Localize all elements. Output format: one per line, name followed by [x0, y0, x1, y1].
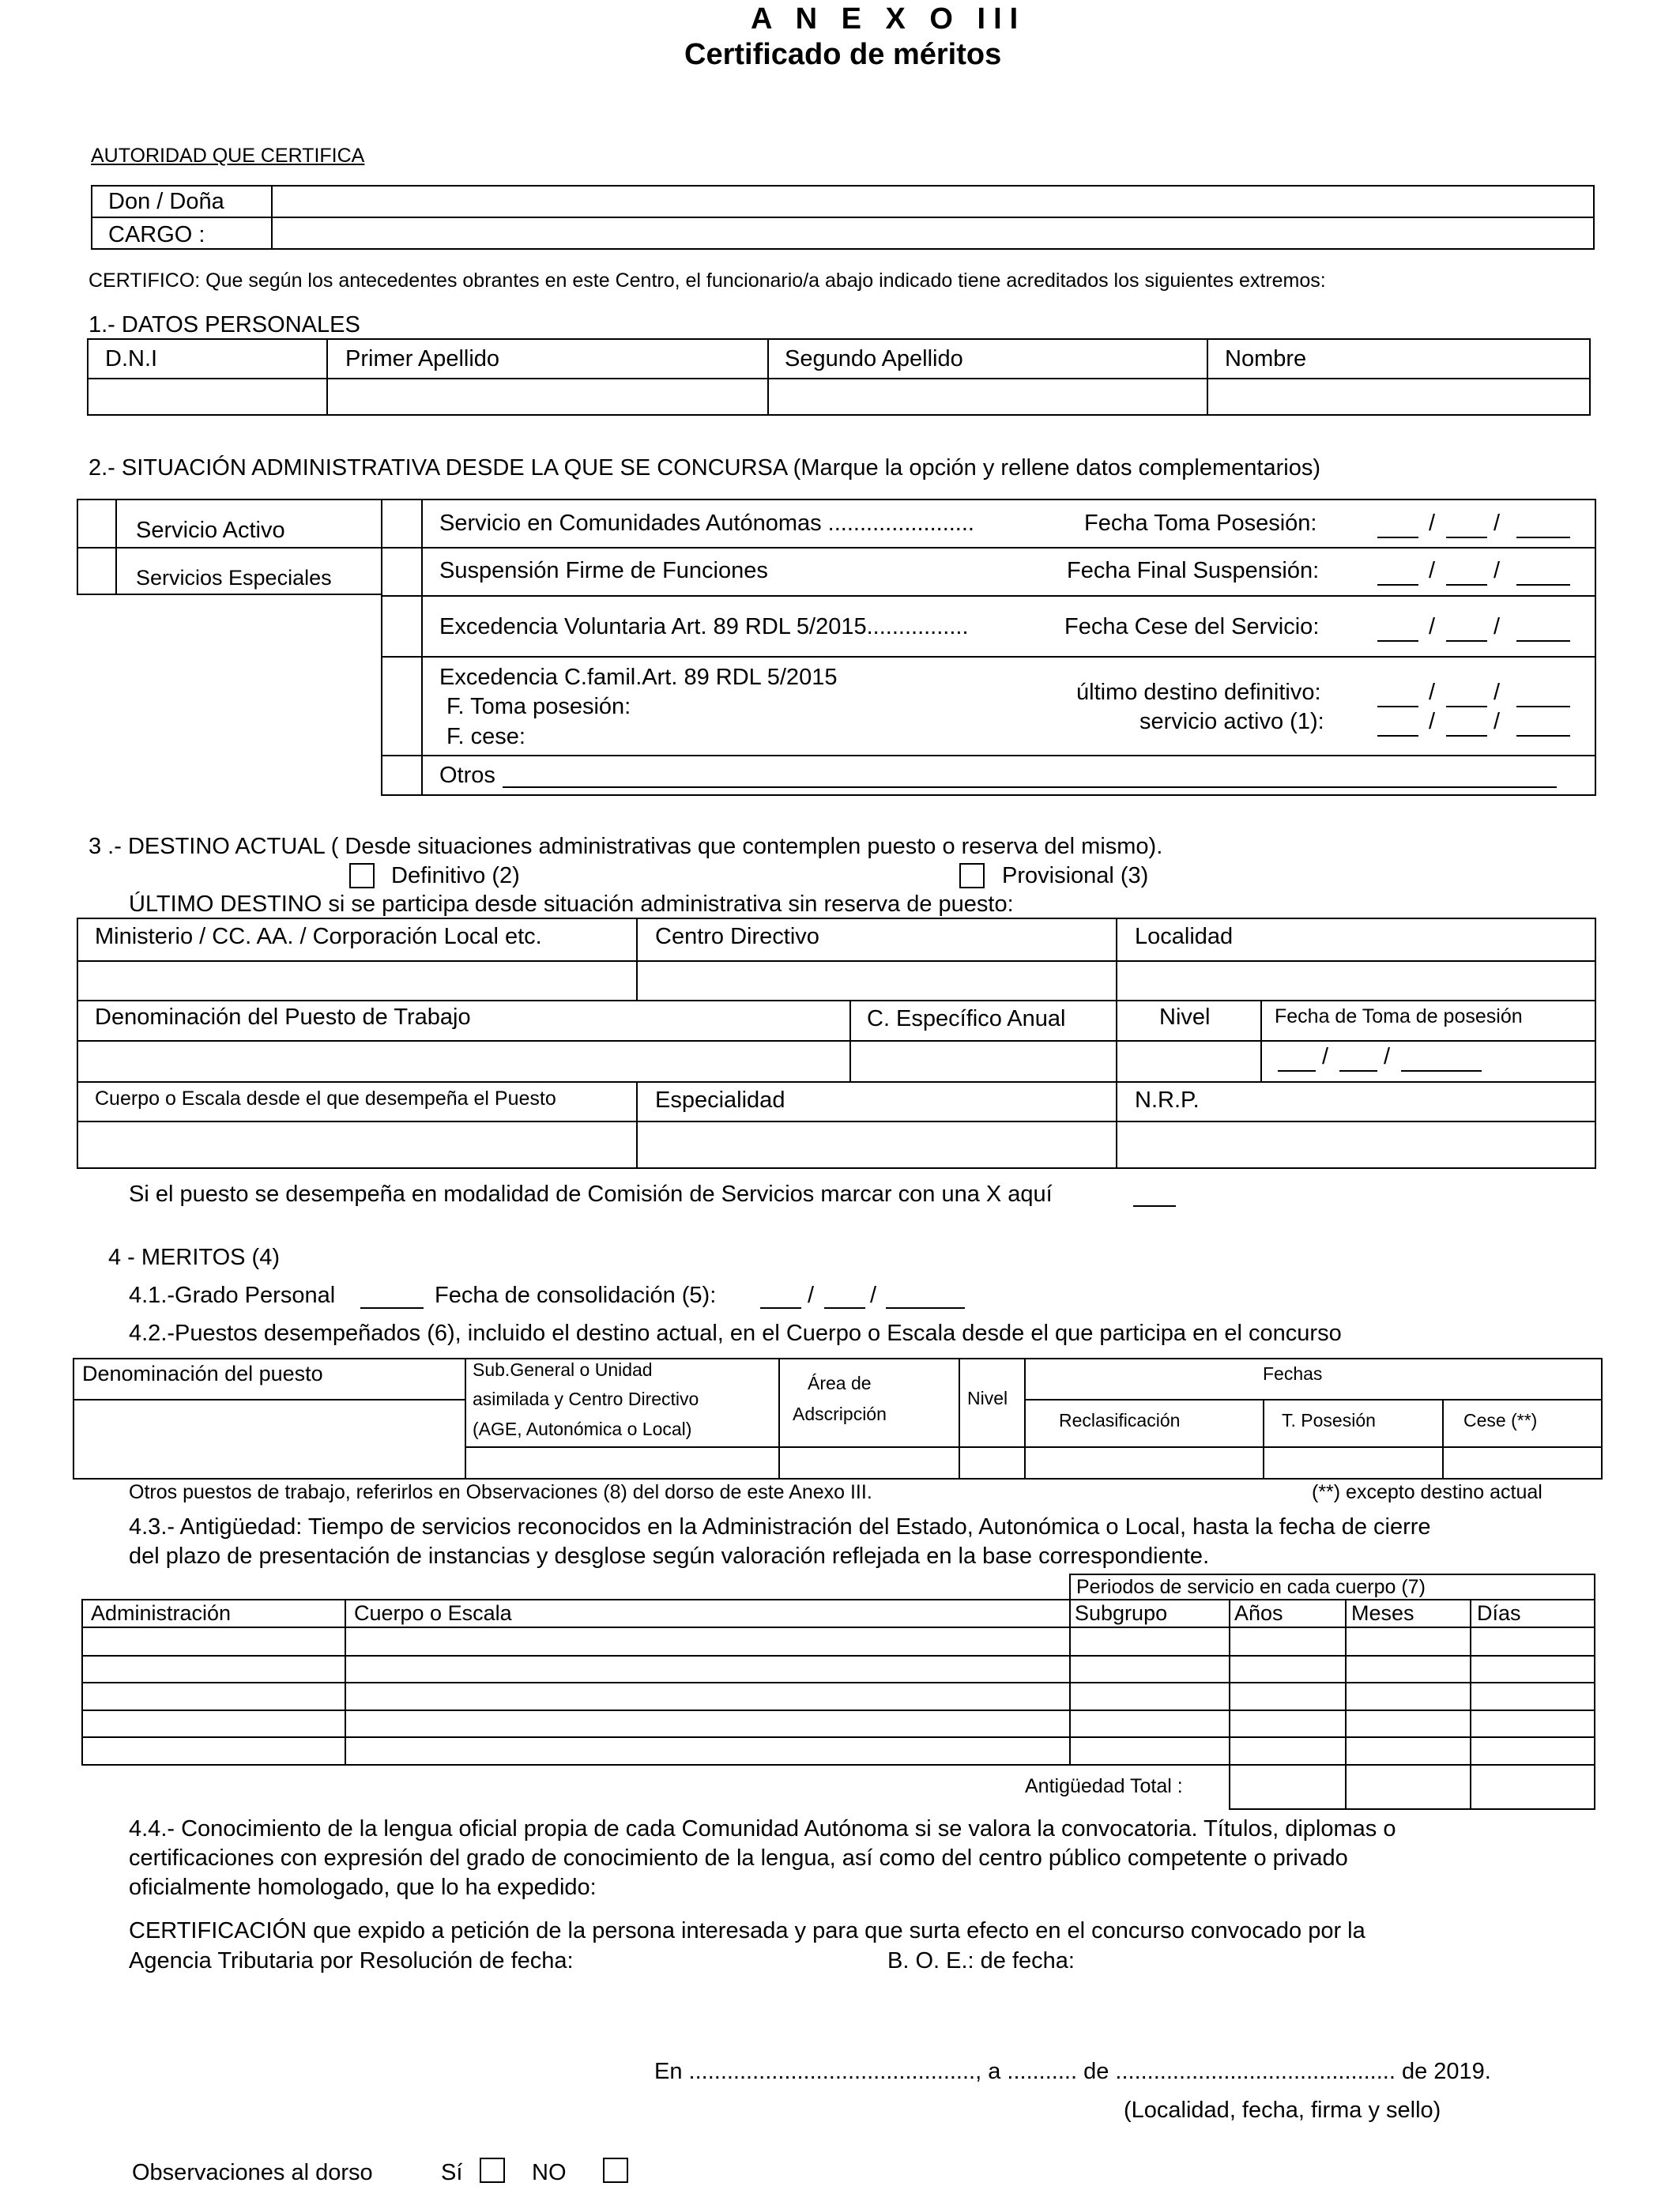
- ultimo-destino-definitivo-label: último destino definitivo:: [1076, 680, 1321, 705]
- date-slash: /: [1494, 680, 1501, 705]
- col-primer-apellido: Primer Apellido: [345, 346, 500, 371]
- f-cese-label: F. cese:: [446, 724, 525, 749]
- date-day-blank[interactable]: [1377, 584, 1418, 586]
- provisional-checkbox[interactable]: [959, 863, 985, 888]
- date-year-blank[interactable]: [1516, 706, 1570, 707]
- comunidades-checkbox[interactable]: [382, 500, 420, 545]
- date-slash: /: [808, 1283, 815, 1308]
- nrp-field[interactable]: [1119, 1124, 1593, 1166]
- date-slash: /: [1429, 511, 1436, 536]
- t43-anos: Años: [1234, 1601, 1283, 1625]
- date-year-blank[interactable]: [1401, 1070, 1482, 1072]
- excepto-text: (**) excepto destino actual: [1312, 1481, 1543, 1503]
- localidad-field[interactable]: [1119, 963, 1593, 998]
- t42-cese: Cese (**): [1463, 1410, 1538, 1431]
- lugar-fecha-line[interactable]: En ............................................., a ........... de ............................................ de 2019.: [654, 2059, 1491, 2084]
- puesto-denominacion-field[interactable]: [76, 1402, 461, 1476]
- don-field[interactable]: [274, 188, 1591, 215]
- date-day-blank[interactable]: [760, 1307, 801, 1309]
- suspension-label: Suspensión Firme de Funciones: [439, 558, 768, 583]
- nombre-field[interactable]: [1210, 381, 1588, 413]
- fecha-consolidacion-label: Fecha de consolidación (5):: [435, 1283, 717, 1308]
- fecha-cese-label: Fecha Cese del Servicio:: [1064, 614, 1320, 639]
- excedencia-voluntaria-checkbox[interactable]: [382, 597, 420, 654]
- excedencia-cfamil-label: Excedencia C.famil.Art. 89 RDL 5/2015: [439, 665, 838, 690]
- antiguedad-line1: 4.3.- Antigüedad: Tiempo de servicios reconocidos en la Administración del Estado, Autonómica o Local, hasta la fecha de cierre: [129, 1514, 1431, 1540]
- t42-fechas: Fechas: [1263, 1363, 1323, 1384]
- annex-title: A N E X O III: [751, 2, 1026, 36]
- especialidad-label: Especialidad: [655, 1088, 785, 1113]
- date-year-blank[interactable]: [1516, 735, 1570, 737]
- date-year-blank[interactable]: [886, 1307, 965, 1309]
- date-slash: /: [1384, 1044, 1391, 1069]
- date-slash: /: [1429, 680, 1436, 705]
- cuerpo-field[interactable]: [80, 1124, 633, 1166]
- certificacion-line2b: B. O. E.: de fecha:: [887, 1948, 1075, 1973]
- t43-dias: Días: [1477, 1601, 1521, 1625]
- otros-checkbox[interactable]: [382, 756, 420, 794]
- t43-cuerpo: Cuerpo o Escala: [354, 1601, 512, 1625]
- comunidades-label: Servicio en Comunidades Autónomas .......................: [439, 511, 974, 536]
- col-segundo-apellido: Segundo Apellido: [785, 346, 963, 371]
- date-month-blank[interactable]: [1446, 584, 1487, 586]
- situacion-right-box: [381, 499, 1596, 796]
- date-slash: /: [1494, 614, 1501, 639]
- centro-directivo-field[interactable]: [639, 963, 1113, 998]
- antiguedad-total-label: Antigüedad Total :: [1025, 1775, 1183, 1797]
- date-month-blank[interactable]: [1446, 706, 1487, 707]
- section3-heading: 3 .- DESTINO ACTUAL ( Desde situaciones administrativas que contemplen puesto o reserva del mismo).: [89, 834, 1163, 859]
- date-day-blank[interactable]: [1377, 537, 1418, 538]
- nivel-field[interactable]: [1119, 1043, 1257, 1078]
- antiguedad-line2: del plazo de presentación de instancias y desglose según valoración reflejada en la base correspondiente.: [129, 1544, 1210, 1569]
- servicio-activo-label: Servicio Activo: [136, 518, 285, 543]
- date-year-blank[interactable]: [1516, 537, 1570, 538]
- t42-nivel: Nivel: [967, 1388, 1008, 1408]
- date-slash: /: [1429, 558, 1436, 583]
- t43-subgrupo: Subgrupo: [1075, 1601, 1168, 1625]
- date-day-blank[interactable]: [1377, 706, 1418, 707]
- fecha-toma-posesion-label: Fecha Toma Posesión:: [1084, 511, 1317, 536]
- no-label: NO: [532, 2160, 567, 2185]
- centro-directivo-label: Centro Directivo: [655, 924, 819, 949]
- lengua-line3: oficialmente homologado, que lo ha expedido:: [129, 1875, 597, 1900]
- especifico-label: C. Específico Anual: [867, 1006, 1066, 1031]
- primer-apellido-field[interactable]: [330, 381, 764, 413]
- comision-blank[interactable]: [1133, 1205, 1176, 1207]
- denominacion-label: Denominación del Puesto de Trabajo: [95, 1005, 471, 1030]
- authority-heading: AUTORIDAD QUE CERTIFICA: [91, 145, 365, 167]
- ministerio-field[interactable]: [80, 963, 633, 998]
- date-day-blank[interactable]: [1278, 1070, 1316, 1072]
- date-slash: /: [1494, 558, 1501, 583]
- date-slash: /: [1494, 511, 1501, 536]
- excedencia-cfamil-checkbox[interactable]: [382, 658, 420, 753]
- t42-area2: Adscripción: [793, 1404, 887, 1424]
- puestos-heading: 4.2.-Puestos desempeñados (6), incluido el destino actual, en el Cuerpo o Escala desde el que participa en el concurso: [129, 1321, 1342, 1346]
- f-toma-posesion-label: F. Toma posesión:: [446, 694, 631, 719]
- date-day-blank[interactable]: [1377, 640, 1418, 642]
- grado-personal-blank[interactable]: [360, 1307, 424, 1309]
- localidad-label: Localidad: [1135, 924, 1234, 949]
- date-day-blank[interactable]: [1377, 735, 1418, 737]
- servicio-activo-date-label: servicio activo (1):: [1139, 709, 1324, 734]
- t42-reclasificacion: Reclasificación: [1059, 1410, 1181, 1431]
- date-year-blank[interactable]: [1516, 584, 1570, 586]
- antiguedad-total-box: [1229, 1764, 1595, 1810]
- date-month-blank[interactable]: [1446, 640, 1487, 642]
- definitivo-label: Definitivo (2): [391, 863, 520, 888]
- t42-sub1: Sub.General o Unidad: [473, 1359, 653, 1380]
- date-year-blank[interactable]: [1516, 640, 1570, 642]
- si-label: Sí: [441, 2160, 463, 2185]
- otros-line[interactable]: [503, 786, 1557, 788]
- date-month-blank[interactable]: [824, 1307, 865, 1309]
- date-month-blank[interactable]: [1446, 537, 1487, 538]
- servicios-especiales-label: Servicios Especiales: [136, 566, 332, 590]
- nivel-label: Nivel: [1159, 1005, 1211, 1030]
- date-month-blank[interactable]: [1446, 735, 1487, 737]
- section2-heading: 2.- SITUACIÓN ADMINISTRATIVA DESDE LA QUE SE CONCURSA (Marque la opción y rellene datos complementarios): [89, 455, 1320, 481]
- servicios-especiales-checkbox[interactable]: [78, 548, 114, 594]
- grado-personal-label: 4.1.-Grado Personal: [129, 1283, 336, 1308]
- date-slash: /: [1429, 709, 1436, 734]
- otros-label: Otros: [439, 763, 495, 788]
- t42-denominacion: Denominación del puesto: [82, 1362, 323, 1385]
- si-checkbox[interactable]: [480, 2158, 505, 2183]
- ultimo-destino-text: ÚLTIMO DESTINO si se participa desde situación administrativa sin reserva de puesto:: [129, 892, 1014, 917]
- lengua-line1: 4.4.- Conocimiento de la lengua oficial propia de cada Comunidad Autónoma si se valora la convocatoria. Títulos, diplomas o: [129, 1816, 1396, 1842]
- date-slash: /: [1494, 709, 1501, 734]
- don-label: Don / Doña: [108, 189, 224, 214]
- segundo-apellido-field[interactable]: [770, 381, 1203, 413]
- excedencia-voluntaria-label: Excedencia Voluntaria Art. 89 RDL 5/2015................: [439, 614, 969, 639]
- servicio-activo-checkbox[interactable]: [78, 500, 114, 545]
- date-month-blank[interactable]: [1339, 1070, 1377, 1072]
- fecha-toma-label: Fecha de Toma de posesión: [1275, 1005, 1523, 1027]
- firma-caption: (Localidad, fecha, firma y sello): [1124, 2098, 1441, 2123]
- t43-admin: Administración: [91, 1601, 232, 1625]
- certificacion-line1: CERTIFICACIÓN que expido a petición de la persona interesada y para que surta efecto en el concurso convocado por la: [129, 1918, 1365, 1943]
- col-dni: D.N.I: [105, 346, 158, 371]
- col-nombre: Nombre: [1225, 346, 1307, 371]
- especialidad-field[interactable]: [639, 1124, 1113, 1166]
- certifico-text: CERTIFICO: Que según los antecedentes obrantes en este Centro, el funcionario/a abajo indicado tiene acreditados los siguientes extremos:: [89, 270, 1326, 292]
- t42-sub3: (AGE, Autonómica o Local): [473, 1419, 692, 1439]
- t42-sub2: asimilada y Centro Directivo: [473, 1389, 699, 1409]
- page-title: Certificado de méritos: [684, 38, 1002, 71]
- cuerpo-label: Cuerpo o Escala desde el que desempeña el Puesto: [95, 1088, 556, 1110]
- provisional-label: Provisional (3): [1002, 863, 1149, 888]
- lengua-line2: certificaciones con expresión del grado de conocimiento de la lengua, así como del centro público competente o privado: [129, 1845, 1348, 1871]
- date-slash: /: [870, 1283, 877, 1308]
- date-slash: /: [1429, 614, 1436, 639]
- section4-heading: 4 - MERITOS (4): [108, 1245, 280, 1270]
- t43-meses: Meses: [1351, 1601, 1414, 1625]
- t43-periodos: Periodos de servicio en cada cuerpo (7): [1076, 1576, 1426, 1598]
- suspension-checkbox[interactable]: [382, 548, 420, 594]
- comision-text: Si el puesto se desempeña en modalidad de Comisión de Servicios marcar con una X aquí: [129, 1182, 1053, 1207]
- certificacion-line2a: Agencia Tributaria por Resolución de fecha:: [129, 1948, 574, 1973]
- denominacion-field[interactable]: [80, 1043, 846, 1078]
- definitivo-checkbox[interactable]: [349, 863, 375, 888]
- nrp-label: N.R.P.: [1135, 1088, 1200, 1113]
- fecha-final-suspension-label: Fecha Final Suspensión:: [1067, 558, 1320, 583]
- otros-puestos-text: Otros puestos de trabajo, referirlos en Observaciones (8) del dorso de este Anexo III.: [129, 1481, 872, 1503]
- cargo-field[interactable]: [274, 220, 1591, 247]
- dni-field[interactable]: [90, 381, 323, 413]
- observaciones-label: Observaciones al dorso: [132, 2160, 373, 2185]
- especifico-field[interactable]: [853, 1043, 1113, 1078]
- date-slash: /: [1322, 1044, 1329, 1069]
- t42-area1: Área de: [808, 1373, 872, 1393]
- cargo-label: CARGO :: [108, 222, 205, 247]
- ministerio-label: Ministerio / CC. AA. / Corporación Local etc.: [95, 924, 542, 949]
- no-checkbox[interactable]: [603, 2158, 628, 2183]
- section1-heading: 1.- DATOS PERSONALES: [89, 312, 360, 337]
- t42-tposesion: T. Posesión: [1282, 1410, 1376, 1431]
